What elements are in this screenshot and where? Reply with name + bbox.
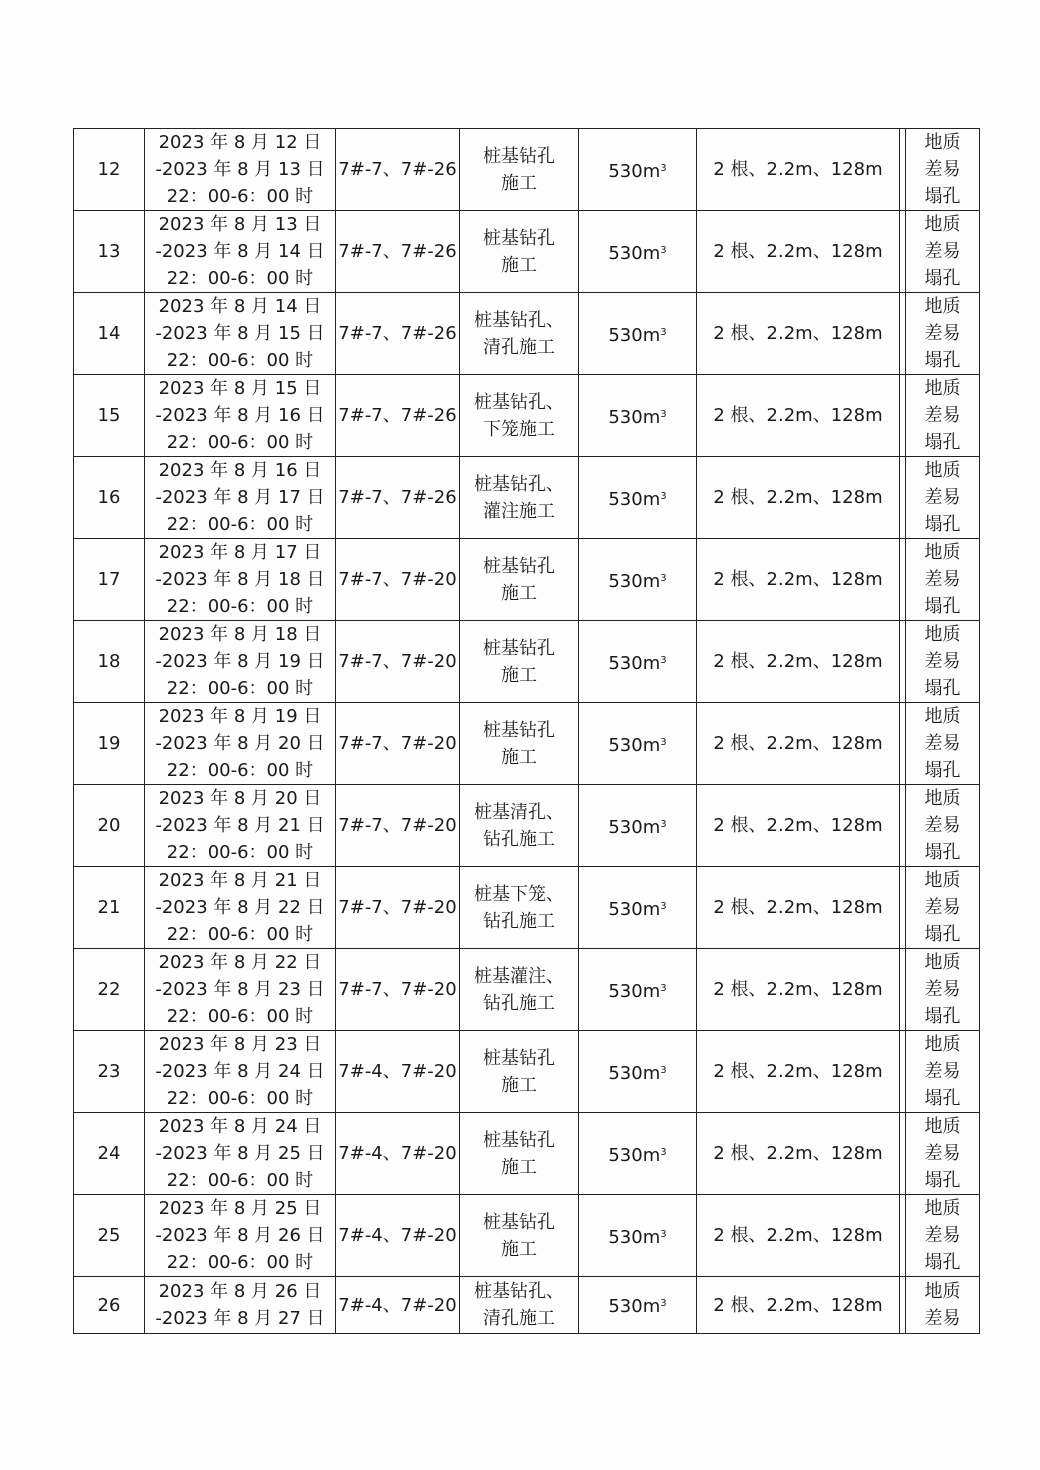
table-row — [74, 1277, 980, 1334]
risk-note-cell — [906, 621, 980, 703]
work-content-cell — [460, 867, 579, 949]
volume-cell — [579, 539, 697, 621]
risk-note-cell — [906, 539, 980, 621]
volume-value: 530m — [608, 1062, 661, 1084]
volume-cell — [579, 1277, 697, 1334]
time-period-line: -2023 年 8 月 18 日 — [155, 569, 325, 590]
risk-note-line: 差易 — [924, 897, 961, 918]
pile-spec-cell: 2 根、2.2m、128m — [697, 949, 900, 1031]
pile-spec-cell: 2 根、2.2m、128m — [697, 539, 900, 621]
volume-unit-superscript: 3 — [660, 654, 667, 666]
row-number-cell: 23 — [74, 1031, 145, 1113]
time-period-cell — [145, 785, 336, 867]
pile-number-cell: 7#-7、7#-20 — [336, 785, 460, 867]
risk-note-cell — [906, 375, 980, 457]
pile-spec-cell: 2 根、2.2m、128m — [697, 703, 900, 785]
time-period-line: 2023 年 8 月 15 日 — [158, 378, 322, 399]
row-number-cell: 14 — [74, 293, 145, 375]
pile-number-cell: 7#-7、7#-26 — [336, 457, 460, 539]
volume-cell — [579, 867, 697, 949]
risk-note-line: 地质 — [924, 870, 961, 891]
risk-note-line: 差易 — [924, 1225, 961, 1246]
time-period-line: 22：00-6：00 时 — [166, 186, 314, 207]
volume-value: 530m — [608, 1144, 661, 1166]
risk-note-cell — [906, 293, 980, 375]
work-content-line: 桩基钻孔 — [483, 719, 555, 741]
row-number-cell: 15 — [74, 375, 145, 457]
risk-note-line: 差易 — [924, 1143, 961, 1164]
time-period-line: -2023 年 8 月 27 日 — [155, 1308, 325, 1329]
time-period-line: 2023 年 8 月 21 日 — [158, 870, 322, 891]
work-content-line: 灌注施工 — [483, 500, 555, 522]
time-period-line: -2023 年 8 月 13 日 — [155, 159, 325, 180]
work-content-cell — [460, 785, 579, 867]
row-number-cell: 19 — [74, 703, 145, 785]
volume-cell — [579, 129, 697, 211]
work-content-line: 桩基钻孔 — [483, 227, 555, 249]
work-content-line: 施工 — [501, 1074, 537, 1096]
work-content-cell — [460, 375, 579, 457]
table-row — [74, 129, 980, 211]
row-number-cell: 16 — [74, 457, 145, 539]
volume-cell — [579, 785, 697, 867]
work-content-line: 桩基灌注、 — [474, 965, 564, 987]
time-period-cell — [145, 375, 336, 457]
time-period-line: 2023 年 8 月 23 日 — [158, 1034, 322, 1055]
work-content-cell — [460, 621, 579, 703]
pile-number-cell: 7#-7、7#-26 — [336, 129, 460, 211]
pile-number-cell: 7#-4、7#-20 — [336, 1195, 460, 1277]
risk-note-line: 地质 — [924, 460, 961, 481]
time-period-line: 22：00-6：00 时 — [166, 1006, 314, 1027]
volume-unit-superscript: 3 — [660, 900, 667, 912]
pile-spec-cell: 2 根、2.2m、128m — [697, 375, 900, 457]
work-content-line: 施工 — [501, 746, 537, 768]
time-period-line: -2023 年 8 月 14 日 — [155, 241, 325, 262]
time-period-cell — [145, 1277, 336, 1334]
risk-note-line: 塌孔 — [924, 596, 961, 617]
time-period-line: 22：00-6：00 时 — [166, 1252, 314, 1273]
work-content-line: 施工 — [501, 172, 537, 194]
table-row — [74, 1113, 980, 1195]
row-number-cell: 17 — [74, 539, 145, 621]
risk-note-cell — [906, 129, 980, 211]
risk-note-cell — [906, 1113, 980, 1195]
time-period-line: -2023 年 8 月 21 日 — [155, 815, 325, 836]
risk-note-cell — [906, 949, 980, 1031]
table-row — [74, 293, 980, 375]
volume-unit-superscript: 3 — [660, 490, 667, 502]
work-content-line: 桩基清孔、 — [474, 801, 564, 823]
volume-unit-superscript: 3 — [660, 326, 667, 338]
volume-value: 530m — [608, 488, 661, 510]
pile-number-cell: 7#-7、7#-20 — [336, 539, 460, 621]
work-content-cell — [460, 1113, 579, 1195]
work-content-line: 钻孔施工 — [483, 910, 555, 932]
volume-cell — [579, 703, 697, 785]
row-number-cell: 13 — [74, 211, 145, 293]
volume-value: 530m — [608, 734, 661, 756]
table-row — [74, 949, 980, 1031]
risk-note-line: 差易 — [924, 569, 961, 590]
volume-value: 530m — [608, 1226, 661, 1248]
volume-cell — [579, 621, 697, 703]
volume-value: 530m — [608, 980, 661, 1002]
time-period-cell — [145, 621, 336, 703]
work-content-line: 桩基钻孔、 — [474, 391, 564, 413]
time-period-line: 2023 年 8 月 12 日 — [158, 132, 322, 153]
table-row — [74, 375, 980, 457]
time-period-line: 2023 年 8 月 24 日 — [158, 1116, 322, 1137]
time-period-line: 2023 年 8 月 22 日 — [158, 952, 322, 973]
time-period-line: 2023 年 8 月 25 日 — [158, 1198, 322, 1219]
pile-spec-cell: 2 根、2.2m、128m — [697, 129, 900, 211]
risk-note-line: 塌孔 — [924, 514, 961, 535]
table-row — [74, 703, 980, 785]
risk-note-line: 地质 — [924, 624, 961, 645]
volume-unit-superscript: 3 — [660, 1064, 667, 1076]
work-content-cell — [460, 949, 579, 1031]
time-period-line: -2023 年 8 月 25 日 — [155, 1143, 325, 1164]
time-period-line: 22：00-6：00 时 — [166, 760, 314, 781]
time-period-line: 22：00-6：00 时 — [166, 350, 314, 371]
volume-unit-superscript: 3 — [660, 162, 667, 174]
risk-note-line: 差易 — [924, 405, 961, 426]
risk-note-cell — [906, 1031, 980, 1113]
time-period-line: 2023 年 8 月 14 日 — [158, 296, 322, 317]
time-period-line: -2023 年 8 月 22 日 — [155, 897, 325, 918]
volume-value: 530m — [608, 816, 661, 838]
time-period-line: 2023 年 8 月 18 日 — [158, 624, 322, 645]
pile-spec-cell: 2 根、2.2m、128m — [697, 1113, 900, 1195]
time-period-cell — [145, 539, 336, 621]
pile-spec-cell: 2 根、2.2m、128m — [697, 1277, 900, 1334]
volume-unit-superscript: 3 — [660, 1146, 667, 1158]
work-content-line: 桩基钻孔 — [483, 145, 555, 167]
time-period-cell — [145, 1195, 336, 1277]
work-content-line: 桩基钻孔、 — [474, 309, 564, 331]
work-content-cell — [460, 539, 579, 621]
pile-spec-cell: 2 根、2.2m、128m — [697, 457, 900, 539]
work-content-cell — [460, 1031, 579, 1113]
volume-unit-superscript: 3 — [660, 1228, 667, 1240]
work-content-cell — [460, 1195, 579, 1277]
time-period-line: 22：00-6：00 时 — [166, 432, 314, 453]
volume-value: 530m — [608, 324, 661, 346]
time-period-line: 22：00-6：00 时 — [166, 678, 314, 699]
pile-spec-cell: 2 根、2.2m、128m — [697, 293, 900, 375]
risk-note-line: 塌孔 — [924, 268, 961, 289]
time-period-line: 22：00-6：00 时 — [166, 514, 314, 535]
pile-number-cell: 7#-7、7#-20 — [336, 703, 460, 785]
time-period-line: 2023 年 8 月 13 日 — [158, 214, 322, 235]
work-content-line: 桩基钻孔 — [483, 1211, 555, 1233]
pile-spec-cell: 2 根、2.2m、128m — [697, 211, 900, 293]
risk-note-line: 差易 — [924, 815, 961, 836]
pile-spec-cell: 2 根、2.2m、128m — [697, 1031, 900, 1113]
time-period-line: -2023 年 8 月 23 日 — [155, 979, 325, 1000]
time-period-line: 22：00-6：00 时 — [166, 1088, 314, 1109]
time-period-cell — [145, 1113, 336, 1195]
risk-note-cell — [906, 867, 980, 949]
risk-note-line: 地质 — [924, 1198, 961, 1219]
time-period-line: -2023 年 8 月 20 日 — [155, 733, 325, 754]
risk-note-line: 地质 — [924, 132, 961, 153]
work-content-line: 桩基钻孔 — [483, 1129, 555, 1151]
risk-note-line: 差易 — [924, 159, 961, 180]
volume-value: 530m — [608, 242, 661, 264]
night-construction-schedule-table — [73, 128, 980, 1334]
table-row — [74, 539, 980, 621]
risk-note-cell — [906, 1195, 980, 1277]
time-period-line: 22：00-6：00 时 — [166, 842, 314, 863]
row-number-cell: 18 — [74, 621, 145, 703]
time-period-line: -2023 年 8 月 16 日 — [155, 405, 325, 426]
risk-note-line: 塌孔 — [924, 1252, 961, 1273]
risk-note-line: 地质 — [924, 542, 961, 563]
work-content-line: 桩基钻孔、 — [474, 1281, 564, 1302]
volume-unit-superscript: 3 — [660, 1298, 667, 1309]
volume-unit-superscript: 3 — [660, 408, 667, 420]
risk-note-line: 塌孔 — [924, 1006, 961, 1027]
schedule-table-body — [74, 129, 980, 1334]
time-period-line: 2023 年 8 月 20 日 — [158, 788, 322, 809]
risk-note-cell — [906, 457, 980, 539]
table-row — [74, 211, 980, 293]
risk-note-line: 差易 — [924, 651, 961, 672]
pile-spec-cell: 2 根、2.2m、128m — [697, 785, 900, 867]
volume-value: 530m — [608, 898, 661, 920]
risk-note-line: 地质 — [924, 378, 961, 399]
risk-note-line: 塌孔 — [924, 760, 961, 781]
risk-note-line: 差易 — [924, 733, 961, 754]
work-content-line: 清孔施工 — [483, 336, 555, 358]
pile-number-cell: 7#-7、7#-26 — [336, 293, 460, 375]
volume-cell — [579, 1195, 697, 1277]
table-row — [74, 457, 980, 539]
row-number-cell: 21 — [74, 867, 145, 949]
work-content-line: 桩基钻孔、 — [474, 473, 564, 495]
time-period-cell — [145, 211, 336, 293]
risk-note-line: 地质 — [924, 1116, 961, 1137]
risk-note-cell — [906, 703, 980, 785]
risk-note-line: 塌孔 — [924, 924, 961, 945]
pile-spec-cell: 2 根、2.2m、128m — [697, 867, 900, 949]
row-number-cell: 22 — [74, 949, 145, 1031]
work-content-line: 桩基钻孔 — [483, 1047, 555, 1069]
row-number-cell: 24 — [74, 1113, 145, 1195]
risk-note-cell — [906, 211, 980, 293]
volume-value: 530m — [608, 652, 661, 674]
volume-unit-superscript: 3 — [660, 982, 667, 994]
time-period-line: 22：00-6：00 时 — [166, 924, 314, 945]
volume-cell — [579, 457, 697, 539]
risk-note-line: 地质 — [924, 788, 961, 809]
risk-note-line: 地质 — [924, 296, 961, 317]
work-content-line: 桩基下笼、 — [474, 883, 564, 905]
time-period-line: -2023 年 8 月 17 日 — [155, 487, 325, 508]
time-period-cell — [145, 867, 336, 949]
volume-cell — [579, 1031, 697, 1113]
risk-note-line: 塌孔 — [924, 678, 961, 699]
work-content-line: 施工 — [501, 1238, 537, 1260]
volume-cell — [579, 375, 697, 457]
row-number-cell: 12 — [74, 129, 145, 211]
time-period-cell — [145, 293, 336, 375]
volume-cell — [579, 949, 697, 1031]
time-period-line: 22：00-6：00 时 — [166, 596, 314, 617]
risk-note-line: 地质 — [924, 1034, 961, 1055]
time-period-cell — [145, 129, 336, 211]
time-period-cell — [145, 457, 336, 539]
time-period-line: 2023 年 8 月 19 日 — [158, 706, 322, 727]
time-period-cell — [145, 703, 336, 785]
table-row — [74, 867, 980, 949]
volume-unit-superscript: 3 — [660, 572, 667, 584]
volume-cell — [579, 211, 697, 293]
risk-note-line: 差易 — [924, 241, 961, 262]
pile-number-cell: 7#-4、7#-20 — [336, 1277, 460, 1334]
volume-value: 530m — [608, 406, 661, 428]
work-content-cell — [460, 703, 579, 785]
time-period-line: 2023 年 8 月 17 日 — [158, 542, 322, 563]
time-period-line: -2023 年 8 月 26 日 — [155, 1225, 325, 1246]
pile-number-cell: 7#-7、7#-26 — [336, 211, 460, 293]
work-content-line: 钻孔施工 — [483, 992, 555, 1014]
time-period-cell — [145, 949, 336, 1031]
risk-note-line: 地质 — [924, 952, 961, 973]
volume-value: 530m — [608, 570, 661, 592]
time-period-line: 22：00-6：00 时 — [166, 268, 314, 289]
time-period-line: 2023 年 8 月 26 日 — [158, 1281, 322, 1302]
pile-number-cell: 7#-7、7#-20 — [336, 867, 460, 949]
work-content-line: 施工 — [501, 1156, 537, 1178]
row-number-cell: 25 — [74, 1195, 145, 1277]
time-period-line: -2023 年 8 月 15 日 — [155, 323, 325, 344]
work-content-line: 桩基钻孔 — [483, 637, 555, 659]
risk-note-line: 塌孔 — [924, 432, 961, 453]
risk-note-line: 地质 — [924, 214, 961, 235]
risk-note-line: 差易 — [924, 487, 961, 508]
risk-note-line: 差易 — [924, 1061, 961, 1082]
risk-note-line: 差易 — [924, 1308, 961, 1329]
row-number-cell: 26 — [74, 1277, 145, 1334]
table-row — [74, 1195, 980, 1277]
work-content-cell — [460, 211, 579, 293]
time-period-line: 2023 年 8 月 16 日 — [158, 460, 322, 481]
volume-unit-superscript: 3 — [660, 818, 667, 830]
volume-unit-superscript: 3 — [660, 736, 667, 748]
work-content-line: 施工 — [501, 582, 537, 604]
pile-number-cell: 7#-7、7#-20 — [336, 949, 460, 1031]
pile-number-cell: 7#-7、7#-26 — [336, 375, 460, 457]
time-period-line: 22：00-6：00 时 — [166, 1170, 314, 1191]
risk-note-line: 塌孔 — [924, 1088, 961, 1109]
time-period-line: -2023 年 8 月 19 日 — [155, 651, 325, 672]
risk-note-line: 地质 — [924, 706, 961, 727]
volume-unit-superscript: 3 — [660, 244, 667, 256]
volume-value: 530m — [608, 1296, 661, 1317]
work-content-cell — [460, 129, 579, 211]
work-content-cell — [460, 1277, 579, 1334]
risk-note-line: 地质 — [924, 1281, 961, 1302]
work-content-cell — [460, 293, 579, 375]
risk-note-line: 差易 — [924, 323, 961, 344]
volume-cell — [579, 293, 697, 375]
risk-note-cell — [906, 1277, 980, 1334]
pile-spec-cell: 2 根、2.2m、128m — [697, 1195, 900, 1277]
risk-note-cell — [906, 785, 980, 867]
work-content-cell — [460, 457, 579, 539]
work-content-line: 桩基钻孔 — [483, 555, 555, 577]
work-content-line: 下笼施工 — [483, 418, 555, 440]
work-content-line: 施工 — [501, 664, 537, 686]
risk-note-line: 塌孔 — [924, 1170, 961, 1191]
table-row — [74, 785, 980, 867]
risk-note-line: 塌孔 — [924, 350, 961, 371]
risk-note-line: 塌孔 — [924, 186, 961, 207]
pile-number-cell: 7#-4、7#-20 — [336, 1113, 460, 1195]
pile-number-cell: 7#-4、7#-20 — [336, 1031, 460, 1113]
volume-value: 530m — [608, 160, 661, 182]
risk-note-line: 差易 — [924, 979, 961, 1000]
work-content-line: 清孔施工 — [483, 1308, 555, 1329]
work-content-line: 钻孔施工 — [483, 828, 555, 850]
row-number-cell: 20 — [74, 785, 145, 867]
risk-note-line: 塌孔 — [924, 842, 961, 863]
table-row — [74, 621, 980, 703]
table-row — [74, 1031, 980, 1113]
time-period-line: -2023 年 8 月 24 日 — [155, 1061, 325, 1082]
pile-spec-cell: 2 根、2.2m、128m — [697, 621, 900, 703]
volume-cell — [579, 1113, 697, 1195]
time-period-cell — [145, 1031, 336, 1113]
pile-number-cell: 7#-7、7#-20 — [336, 621, 460, 703]
work-content-line: 施工 — [501, 254, 537, 276]
